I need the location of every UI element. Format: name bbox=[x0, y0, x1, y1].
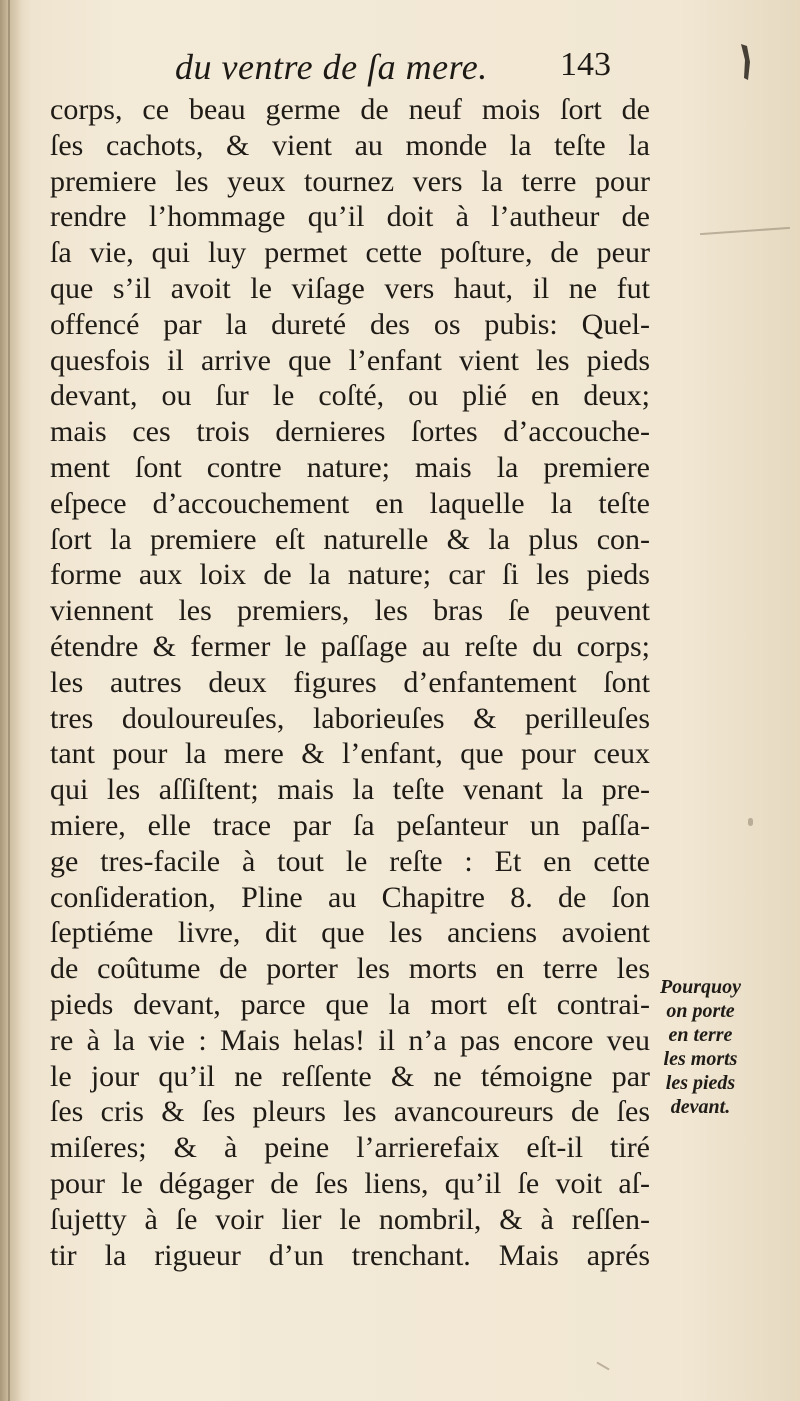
margin-note-line: on porte bbox=[666, 1000, 735, 1022]
text-line: conſideration, Pline au Chapitre 8. de ſon bbox=[50, 880, 650, 914]
text-line: miere, elle trace par ſa peſanteur un paſſa- bbox=[50, 808, 650, 842]
text-line: le jour qu’il ne reſſente & ne témoigne par bbox=[50, 1059, 650, 1093]
binding-shadow bbox=[0, 0, 22, 1401]
page-number: 143 bbox=[560, 46, 611, 83]
text-line: mais ces trois dernieres ſortes d’accouche- bbox=[50, 415, 650, 449]
ink-blot-mark bbox=[738, 42, 752, 82]
text-line: viennent les premiers, les bras ſe peuvent bbox=[50, 594, 650, 628]
text-line: ment ſont contre nature; mais la premiere bbox=[50, 450, 650, 484]
paper-speck bbox=[748, 818, 753, 826]
text-line: quesfois il arrive que l’enfant vient les pieds bbox=[50, 343, 650, 377]
text-line: devant, ou ſur le coſté, ou plié en deux; bbox=[50, 379, 650, 413]
text-line: les autres deux figures d’enfantement ſont bbox=[50, 665, 650, 699]
text-line: pour le dégager de ſes liens, qu’il ſe voit aſ- bbox=[50, 1166, 650, 1200]
margin-note-line: en terre bbox=[668, 1024, 733, 1046]
paper-speck bbox=[596, 1362, 609, 1371]
body-text bbox=[50, 92, 650, 1273]
text-line: miſeres; & à peine l’arrierefaix eſt-il tiré bbox=[50, 1131, 650, 1165]
text-line: qui les aſſiſtent; mais la teſte venant la pre- bbox=[50, 773, 650, 807]
margin-note-line: Pourquoy bbox=[659, 976, 742, 998]
text-line: ſes cris & ſes pleurs les avancoureurs de ſes bbox=[50, 1095, 650, 1129]
text-line: eſpece d’accouchement en laquelle la teſte bbox=[50, 486, 650, 520]
text-line: de coûtume de porter les morts en terre les bbox=[50, 952, 650, 986]
running-title: du ventre de ſa mere. bbox=[175, 47, 488, 87]
text-line: tant pour la mere & l’enfant, que pour ceux bbox=[50, 737, 650, 771]
text-line: ſujetty à ſe voir lier le nombril, & à reſſen- bbox=[50, 1202, 650, 1236]
text-line: rendre l’hommage qu’il doit à l’autheur de bbox=[50, 200, 650, 234]
text-line: étendre & fermer le paſſage au reſte du corps; bbox=[50, 629, 650, 663]
text-line: ſeptiéme livre, dit que les anciens avoient bbox=[50, 916, 650, 950]
text-line: re à la vie : Mais helas! il n’a pas encore veu bbox=[50, 1023, 650, 1057]
text-line: ſes cachots, & vient au monde la teſte la bbox=[50, 128, 650, 162]
text-line: pieds devant, parce que la mort eſt contrai- bbox=[50, 987, 650, 1021]
text-line: tir la rigueur d’un trenchant. Mais aprés bbox=[50, 1238, 650, 1272]
margin-note bbox=[653, 975, 748, 1119]
text-line: que s’il avoit le viſage vers haut, il ne fut bbox=[50, 271, 650, 305]
text-line: ſort la premiere eſt naturelle & la plus con- bbox=[50, 522, 650, 556]
text-line: tres douloureuſes, laborieuſes & perilleuſes bbox=[50, 701, 650, 735]
text-line: premiere les yeux tournez vers la terre pour bbox=[50, 164, 650, 198]
margin-note-line: les morts bbox=[663, 1048, 738, 1070]
text-line: forme aux loix de la nature; car ſi les pieds bbox=[50, 558, 650, 592]
text-line: ſa vie, qui luy permet cette poſture, de peur bbox=[50, 236, 650, 270]
margin-note-line: les pieds bbox=[665, 1072, 736, 1094]
margin-note-line: devant. bbox=[670, 1096, 731, 1118]
page-header bbox=[175, 46, 765, 90]
text-line: offencé par la dureté des os pubis: Quel- bbox=[50, 307, 650, 341]
binding-edge-line bbox=[8, 0, 10, 1401]
text-line: corps, ce beau germe de neuf mois ſort de bbox=[50, 93, 650, 126]
paper-crease-mark bbox=[700, 227, 790, 235]
text-line: ge tres-facile à tout le reſte : Et en cette bbox=[50, 844, 650, 878]
